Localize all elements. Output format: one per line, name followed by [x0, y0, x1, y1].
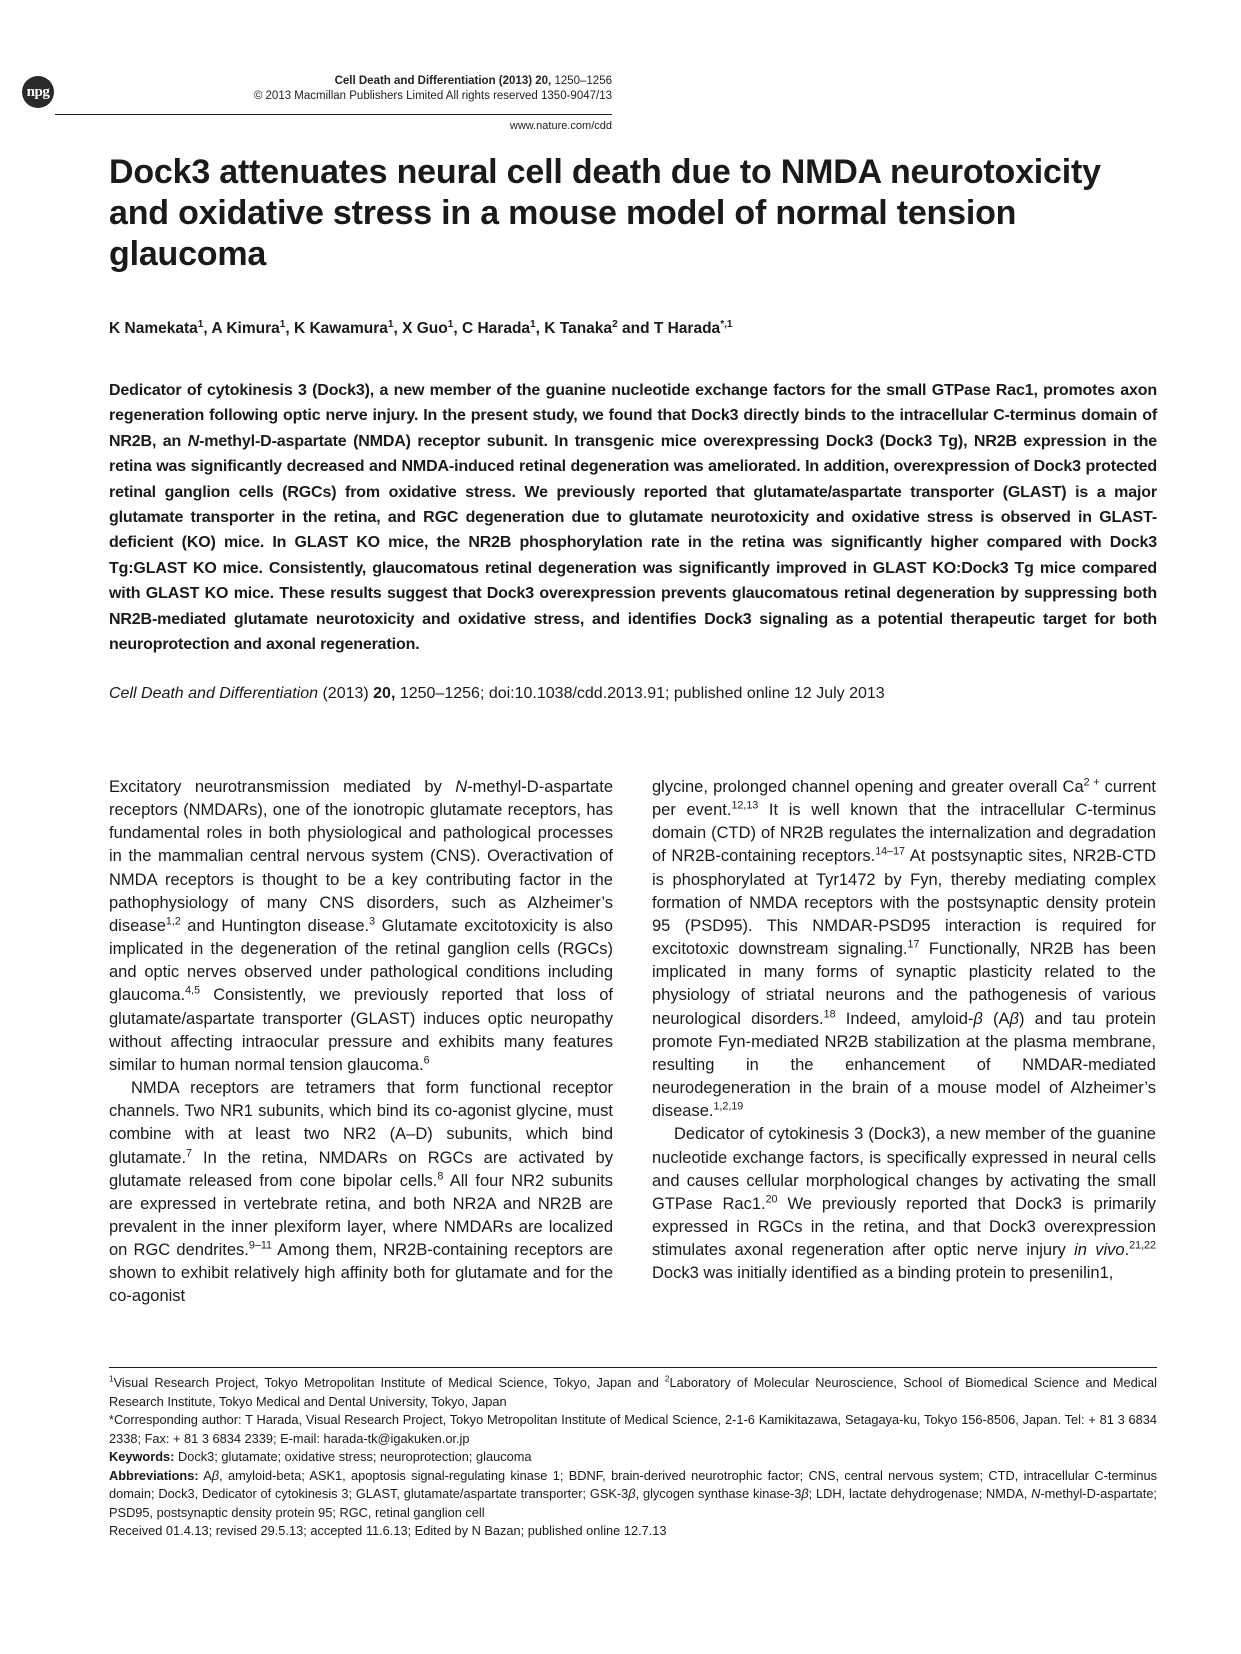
abbreviations-text: , amyloid-beta; ASK1, apoptosis signal-regulating kinase 1; BDNF, brain-derived neurotrophic factor; CNS, central nervous system; CTD, intracellular C-terminus domain; Dock3, Dedicator of cytokinesis 3; GLAST, glutamate/aspartate transporter; GSK-3 [109, 1467, 1157, 1501]
body-paragraph [652, 1123, 1156, 1285]
greek-beta: β [211, 1467, 220, 1483]
article-title: Dock3 attenuates neural cell death due to NMDA neurotoxicity and oxidative stress in a mouse model of normal tension glaucoma [109, 153, 1101, 273]
body-text: At postsynaptic sites, NR2B-CTD is phosphorylated at Tyr1472 by Fyn, thereby mediating complex formation of NMDA receptors with the postsynaptic density protein 95 (PSD95). This NMDAR-PSD95 interaction is required for excitotoxic downstream signaling. [652, 847, 1156, 959]
body-text: current per event. [652, 778, 1157, 820]
body-text: -aspartate receptors (NMDARs), one of the ionotropic glutamate receptors, has fundamental roles in both physiological and pathological processes in the mammalian central nervous system (CNS). Overactivation of NMDA receptors is thought to be a key contributing factor in the pathophysiology of many CNS disorders, such as Alzheimer’s disease [109, 778, 613, 935]
ion-charge: 2 + [1083, 776, 1100, 789]
author-affiliation: *,1 [720, 318, 733, 330]
abstract-italic-n: N [187, 432, 200, 450]
body-column-right [652, 776, 1156, 1285]
body-paragraph [109, 776, 613, 1077]
reference-marker[interactable]: 1,2,19 [713, 1100, 744, 1113]
body-column-left [109, 776, 613, 1309]
abstract-text: -aspartate (NMDA) receptor subunit. In transgenic mice overexpressing Dock3 (Dock3 Tg), NR2B expression in the retina was significantly decreased and NMDA-induced retinal degeneration was ameliorated. In addition, overexpression of Dock3 protected retinal ganglion cells (RGCs) from oxidative stress. We previously reported that glutamate/aspartate transporter (GLAST) is a major glutamate transporter in the retina, and RGC degeneration due to glutamate neurotoxicity and oxidative stress is observed in GLAST-deficient (KO) mice. In GLAST KO mice, the NR2B phosphorylation rate in the retina was significantly higher compared with Dock3 Tg:GLAST KO mice. Consistently, glaucomatous retinal degeneration was significantly improved in GLAST KO:Dock3 Tg mice compared with GLAST KO mice. These results suggest that Dock3 overexpression prevents glaucomatous retinal degeneration by suppressing both NR2B-mediated glutamate neurotoxicity and oxidative stress, and identifies Dock3 signaling as a potential therapeutic target for both neuroprotection and axonal regeneration. [109, 432, 1157, 654]
abstract-smallcaps-d: D [260, 432, 272, 450]
body-text: In the retina, NMDARs on RGCs are activated by glutamate released from cone bipolar cells. [109, 1148, 613, 1190]
corresponding-author: *Corresponding author: T Harada, Visual Research Project, Tokyo Metropolitan Institute of Medical Science, 2-1-6 Kamikitazawa, Setagaya-ku, Tokyo 156-8506, Japan. Tel: + 81 3 6834 2338; Fax: + 81 3 6834 2339; E-mail: harada-tk@igakuken.or.jp [109, 1412, 1157, 1446]
body-text: ) and tau protein promote Fyn-mediated NR2B stabilization at the plasma membrane, resulting in the enhancement of NMDAR-mediated neurodegeneration in the brain of a mouse model of Alzheimer’s disease. [652, 1009, 1156, 1121]
journal-header [120, 74, 612, 104]
author-name: K Kawamura [293, 320, 388, 337]
author [402, 320, 462, 337]
body-text: Functionally, NR2B has been implicated in many forms of synaptic plasticity related to the physiology of striatal neurons and the pathogenesis of various neurological disorders. [652, 940, 1156, 1028]
reference-marker[interactable]: 17 [907, 938, 920, 951]
author [654, 320, 733, 337]
author-affiliation: 1 [197, 318, 204, 330]
author [462, 320, 544, 337]
journal-name: Cell Death and Differentiation (2013) 20, [334, 75, 552, 87]
footnote-divider [109, 1367, 1157, 1368]
greek-beta: β [1009, 1009, 1019, 1028]
copyright-line: © 2013 Macmillan Publishers Limited All rights reserved 1350-9047/13 [253, 90, 612, 102]
author-separator: , [535, 320, 545, 337]
reference-marker[interactable]: 21,22 [1129, 1239, 1156, 1252]
author-name: A Kimura [211, 320, 280, 337]
author-name: T Harada [653, 320, 721, 337]
author-affiliation: 1 [530, 318, 536, 330]
abbreviations-italic: N [1031, 1486, 1041, 1501]
reference-marker[interactable]: 8 [437, 1170, 444, 1183]
abbreviations-text: A [198, 1467, 212, 1483]
author [294, 320, 402, 337]
author-separator: , [285, 320, 294, 337]
reference-marker[interactable]: 1,2 [165, 915, 181, 928]
abbreviations-text: , glycogen synthase kinase-3 [635, 1486, 802, 1501]
body-text: Dedicator of cytokinesis 3 (Dock3), a new member of the guanine nucleotide exchange factors, is specifically expressed in neural cells and causes cellular morphological changes by activating the small GTPase Rac1. [652, 1125, 1156, 1213]
abbreviations-text: ; LDH, lactate dehydrogenase; NMDA, [808, 1486, 1032, 1501]
greek-beta: β [628, 1486, 636, 1501]
body-text: Glutamate excitotoxicity is also implicated in the degeneration of the retinal ganglion cells (RGCs) and optic nerves observed under pathological conditions including glaucoma. [109, 916, 613, 1005]
author-separator: , [203, 320, 212, 337]
body-text: -methyl- [467, 778, 527, 796]
abstract-text: -methyl- [199, 432, 261, 450]
abstract [109, 378, 1157, 657]
author-name: X Guo [402, 320, 448, 337]
journal-pages: 1250–1256 [554, 75, 612, 87]
body-paragraph [652, 776, 1156, 1123]
author-affiliation: 1 [279, 318, 286, 330]
greek-beta: β [973, 1009, 983, 1028]
body-text: NMDA receptors are tetramers that form functional receptor channels. Two NR1 subunits, which bind its co-agonist glycine, must combine with at least two NR2 (A–D) subunits, which bind glutamate. [109, 1079, 613, 1167]
citation-journal: Cell Death and Differentiation [109, 685, 319, 702]
body-text: (A [982, 1009, 1010, 1028]
body-text: We previously reported that Dock3 is primarily expressed in RGCs in the retina, and that Dock3 overexpression stimulates axonal regeneration after optic nerve injury [652, 1194, 1156, 1260]
body-text: glycine, prolonged channel opening and greater overall Ca [652, 778, 1084, 796]
body-text: . [1124, 1241, 1130, 1260]
affiliation-text: Laboratory of Molecular Neuroscience, School of Biomedical Science and Medical Research Institute, Tokyo Medical and Dental University, Tokyo, Japan [109, 1375, 1157, 1409]
abbreviations-label: Abbreviations: [109, 1467, 199, 1483]
received-dates: Received 01.4.13; revised 29.5.13; accepted 11.6.13; Edited by N Bazan; published online 12.7.13 [109, 1523, 667, 1538]
abbreviations-text: -methyl- [1040, 1486, 1087, 1501]
affiliation-marker: 1 [109, 1373, 114, 1384]
author-list [109, 320, 1109, 338]
body-italic: in vivo [1074, 1241, 1125, 1260]
affiliation-marker: 2 [664, 1373, 670, 1384]
reference-marker[interactable]: 6 [423, 1054, 430, 1067]
author-name: C Harada [461, 320, 531, 337]
reference-marker[interactable]: 7 [186, 1147, 193, 1159]
reference-marker[interactable]: 3 [369, 915, 376, 928]
author-name: K Tanaka [544, 320, 613, 337]
author-separator: , [393, 320, 403, 337]
greek-beta: β [801, 1486, 809, 1501]
journal-line [120, 74, 612, 89]
body-text: Dock3 was initially identified as a binding protein to presenilin1, [652, 1264, 1114, 1283]
citation-volume: 20, [373, 685, 396, 702]
abstract-text: Dedicator of cytokinesis 3 (Dock3), a new member of the guanine nucleotide exchange factors for the small GTPase Rac1, promotes axon regeneration following optic nerve injury. In the present study, we found that Dock3 directly binds to the intracellular C-terminus domain of NR2B, an [109, 382, 1157, 450]
author-affiliation: 2 [612, 318, 618, 330]
abbreviations-text: -aspartate; PSD95, postsynaptic density protein 95; RGC, retinal ganglion cell [109, 1486, 1157, 1520]
footnotes [109, 1374, 1157, 1541]
body-text: Consistently, we previously reported that loss of glutamate/aspartate transporter (GLAST) induces optic neuropathy without affecting intraocular pressure and exhibits many features similar to human normal tension glaucoma. [109, 986, 613, 1074]
article-citation [109, 684, 1157, 704]
body-text: Among them, NR2B-containing receptors are shown to exhibit relatively high affinity both for glutamate and for the co-agonist [109, 1241, 613, 1306]
author-affiliation: 1 [447, 318, 454, 330]
abbreviations [109, 1467, 1157, 1523]
reference-marker[interactable]: 9–11 [248, 1239, 272, 1252]
publisher-logo: npg [22, 76, 54, 108]
author [544, 320, 654, 337]
body-text: It is well known that the intracellular C-terminus domain (CTD) of NR2B regulates the internalization and degradation of NR2B-containing receptors. [652, 801, 1156, 866]
author-affiliation: 1 [387, 318, 394, 330]
body-text: All four NR2 subunits are expressed in vertebrate retina, and both NR2A and NR2B are prevalent in the inner plexiform layer, where NMDARs are localized on RGC dendrites. [109, 1171, 613, 1260]
keywords-label: Keywords: [109, 1449, 175, 1464]
reference-marker[interactable]: 12,13 [731, 799, 759, 812]
abbreviations-smallcaps: D [1086, 1486, 1096, 1501]
affiliations [109, 1374, 1157, 1411]
citation-doi: 1250–1256; doi:10.1038/cdd.2013.91; published online 12 July 2013 [395, 685, 885, 702]
affiliation-text: Visual Research Project, Tokyo Metropolitan Institute of Medical Science, Tokyo, Japan and [113, 1375, 665, 1390]
author-separator: , [453, 320, 462, 337]
reference-marker[interactable]: 14–17 [875, 845, 905, 858]
reference-marker[interactable]: 20 [765, 1193, 778, 1206]
author-separator: and [617, 320, 654, 337]
body-text: Indeed, amyloid- [835, 1009, 974, 1028]
body-italic: N [455, 778, 468, 796]
body-paragraph [109, 1077, 613, 1309]
reference-marker[interactable]: 4,5 [185, 984, 201, 997]
journal-url[interactable]: www.nature.com/cdd [509, 120, 612, 132]
body-text: and Huntington disease. [180, 916, 370, 935]
author [211, 320, 294, 337]
keywords [109, 1448, 1157, 1467]
reference-marker[interactable]: 18 [823, 1008, 836, 1021]
author [109, 320, 211, 337]
body-smallcaps: D [526, 778, 539, 796]
keywords-text: Dock3; glutamate; oxidative stress; neuroprotection; glaucoma [174, 1449, 532, 1464]
header-divider [55, 114, 612, 115]
author-name: K Namekata [109, 320, 198, 337]
body-text: Excitatory neurotransmission mediated by [109, 778, 456, 796]
citation-year: (2013) [318, 685, 374, 702]
